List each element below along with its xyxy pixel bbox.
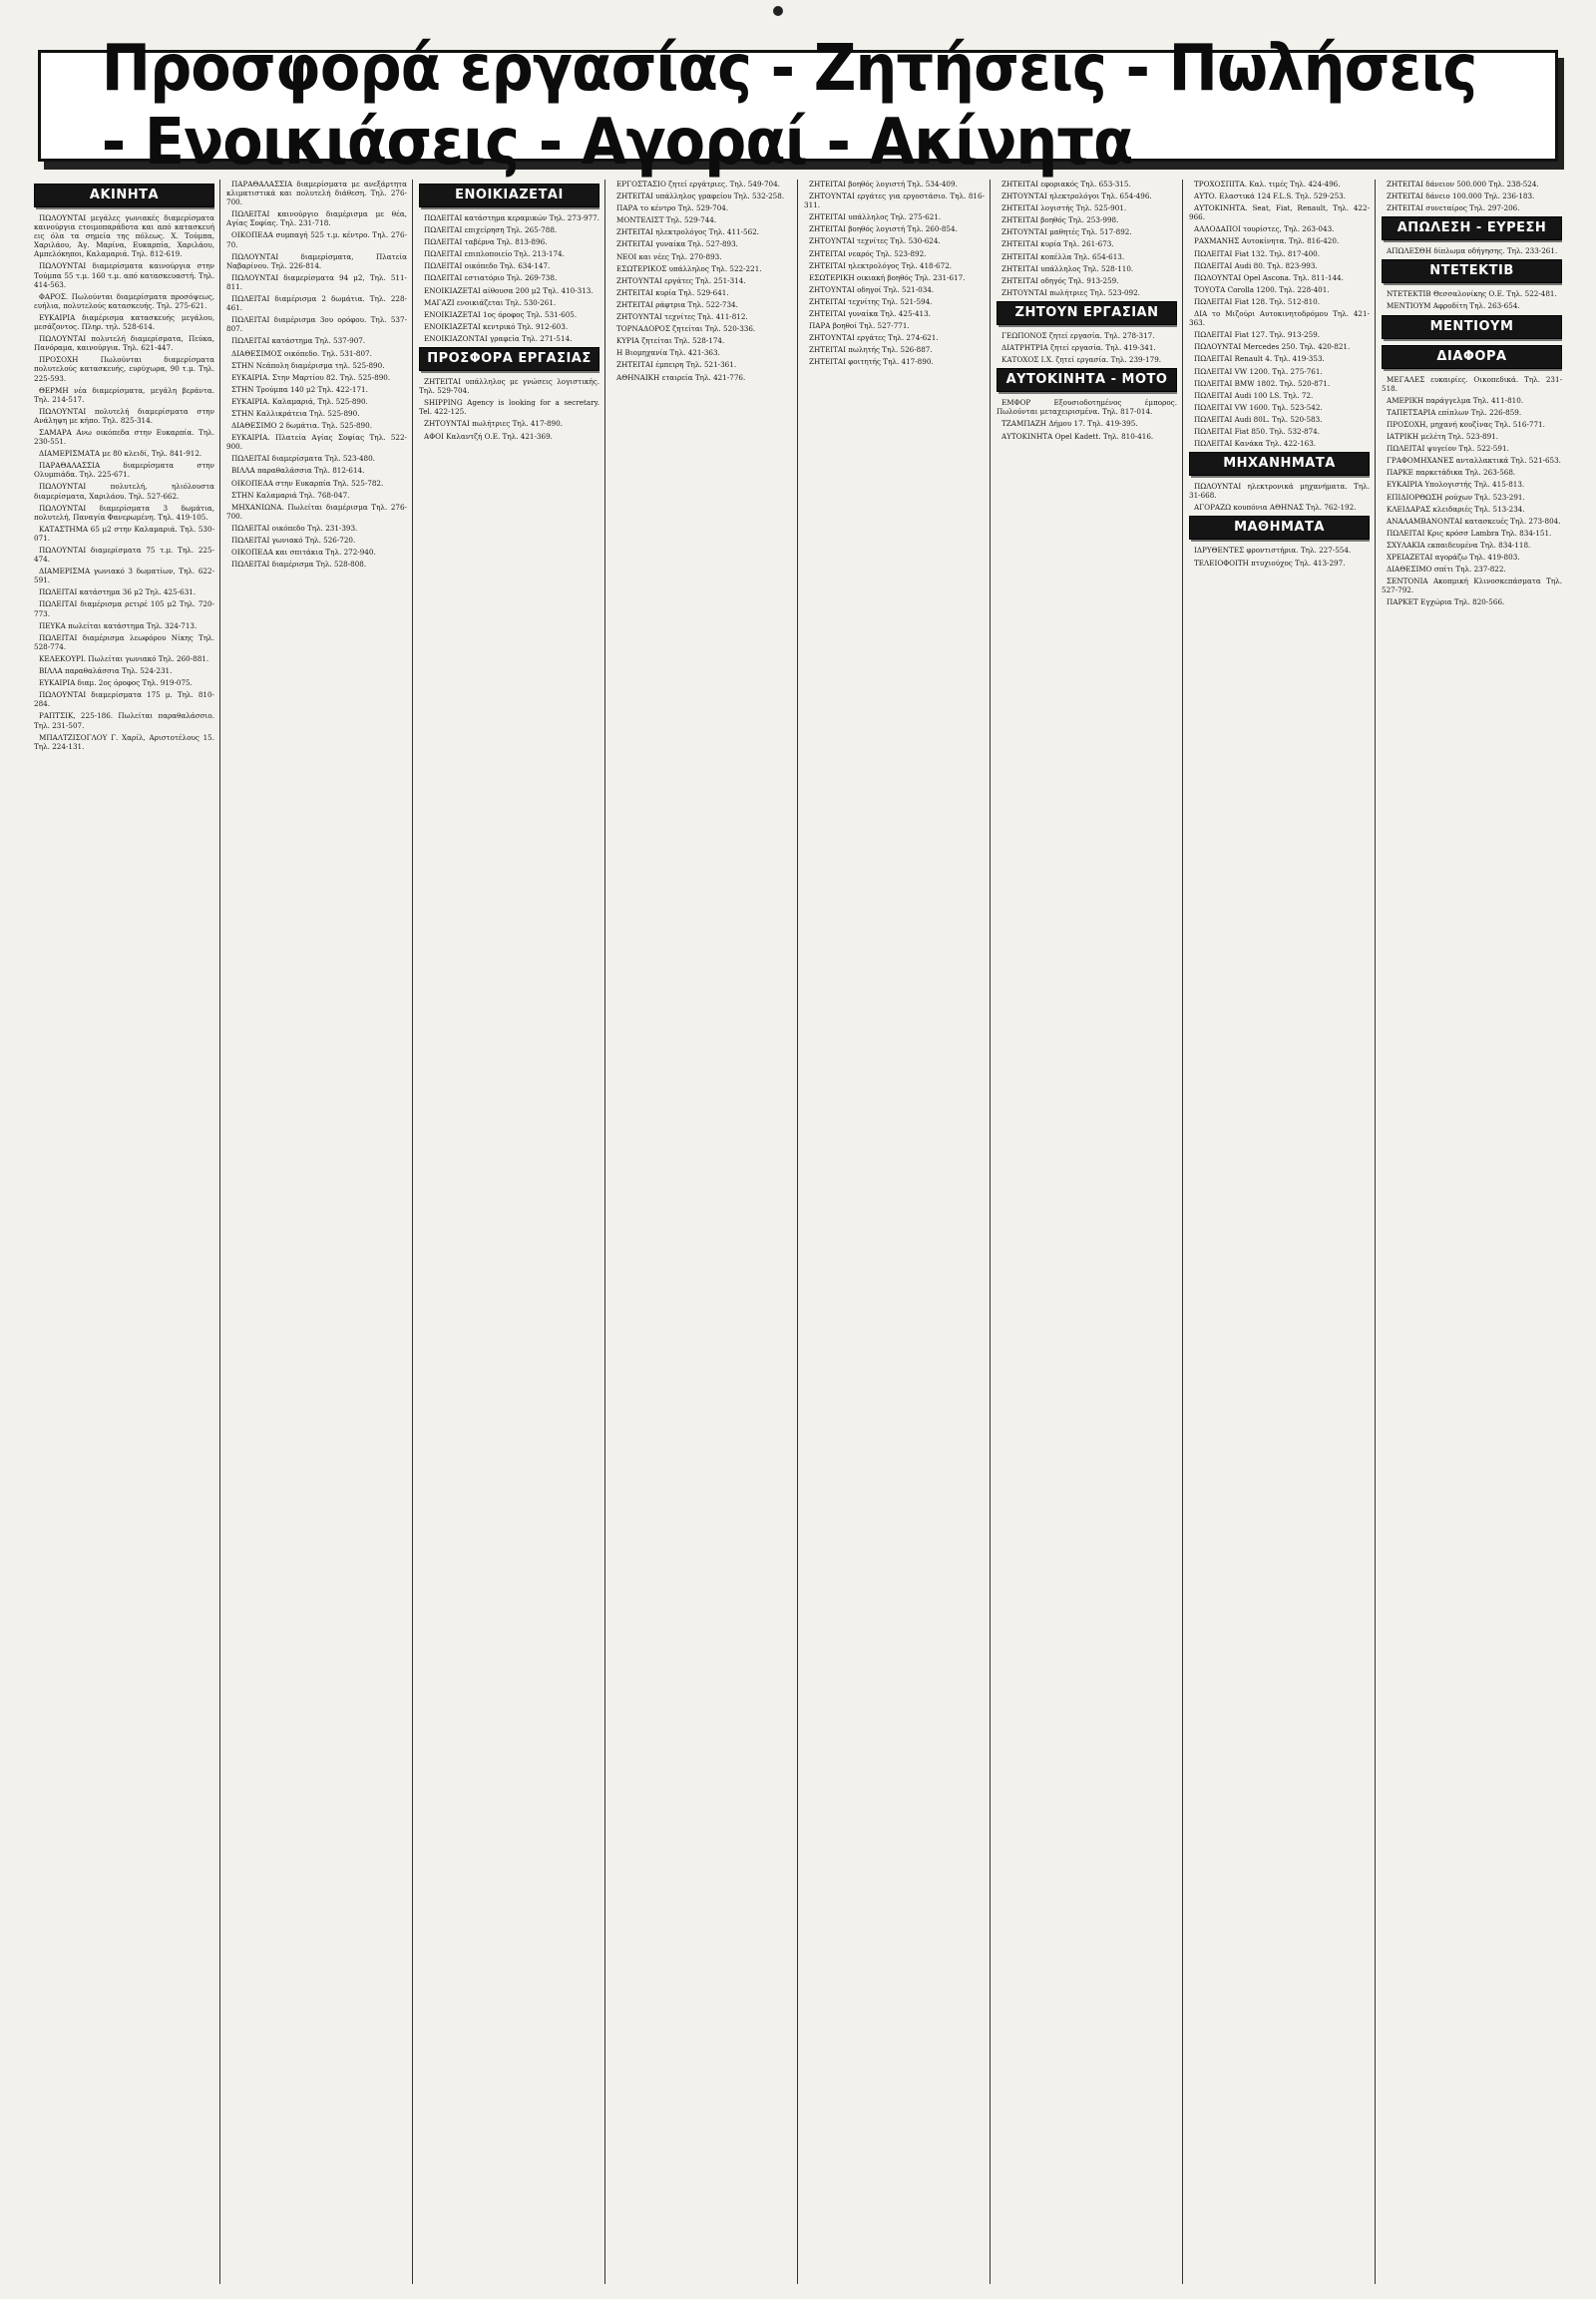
- classified-ad: ΖΗΤΕΙΤΑΙ ηλεκτρολόγος Τηλ. 411-562.: [616, 227, 760, 237]
- classified-ad: ΠΩΛΟΥΝΤΑΙ διαμερίσματα 75 τ.μ. Τηλ. 225-474.: [34, 546, 214, 565]
- classified-ad: ΔΙΑΘΕΣΙΜΟ σπίτι Τηλ. 237-822.: [1387, 565, 1506, 575]
- category-header-seeking-work: ΖΗΤΟΥΝ ΕΡΓΑΣΙΑΝ: [997, 301, 1177, 325]
- classified-ad: ΙΑΤΡΙΚΗ μελέτη Τηλ. 523-891.: [1387, 432, 1499, 442]
- classified-ad: ΑΜΕΡΙΚΗ παράγγελμα Τηλ. 411-810.: [1387, 395, 1524, 405]
- classified-ad: ΑΦΟΙ Καλαντζή Ο.Ε. Τηλ. 421-369.: [424, 431, 553, 441]
- classified-ad: ΒΙΛΛΑ παραθαλάσσια Τηλ. 812-614.: [231, 466, 365, 476]
- classified-ad: ΕΠΙΔΙΟΡΘΩΣΗ ρούχων Τηλ. 523-291.: [1387, 492, 1525, 502]
- category-header-job-offers: ΠΡΟΣΦΟΡΑ ΕΡΓΑΣΙΑΣ: [419, 347, 599, 371]
- classified-ad: ΖΗΤΕΙΤΑΙ ράφτρια Τηλ. 522-734.: [616, 299, 738, 309]
- classified-ad: ΕΥΚΑΙΡΙΑ Υπολογιστής Τηλ. 415-813.: [1387, 480, 1525, 490]
- classified-ad: ΕΥΚΑΙΡΙΑ διαμέρισμα κατασκευής μεγάλου, μεσάζοντος. Πληρ. τηλ. 528-614.: [34, 312, 214, 332]
- classified-ad: ΖΗΤΟΥΝΤΑΙ μαθητές Τηλ. 517-892.: [1001, 227, 1132, 237]
- classified-ad: ΤΕΛΕΙΟΦΟΙΤΗ πτυχιούχος Τηλ. 413-297.: [1194, 558, 1346, 568]
- classified-ad: ΠΩΛΕΙΤΑΙ κατάστημα 36 μ2 Τηλ. 425-631.: [39, 587, 197, 597]
- classified-ad: ΑΥΤΟ. Ελαστικά 124 F.L.S. Τηλ. 529-253.: [1194, 192, 1347, 201]
- ads-list: [997, 180, 1177, 297]
- classified-ad: ΠΩΛΕΙΤΑΙ διαμέρισμα 3ου ορόφου. Τηλ. 537-807.: [226, 315, 407, 334]
- classified-ad: ΖΗΤΟΥΝΤΑΙ εργάτες Τηλ. 251-314.: [616, 275, 746, 285]
- classified-ad: ΑΓΟΡΑΖΩ κουπόνια ΑΘΗΝΑΣ Τηλ. 762-192.: [1194, 503, 1357, 513]
- column-8: [1382, 180, 1562, 2284]
- classified-ad: ΡΑΠΤΣΙΚ, 225-186. Πωλείται παραθαλάσσιο. Τηλ. 231-507.: [34, 711, 214, 730]
- column-rule: [1375, 180, 1376, 2284]
- column-rule: [412, 180, 413, 2284]
- classified-ad: ΝΕΟΙ και νέες Τηλ. 270-893.: [616, 251, 722, 261]
- classified-ad: ΣΕΝΤΟΝΙΑ Ακοπμική Κλινοσκεπάσματα Τηλ. 527-792.: [1382, 576, 1562, 595]
- category-header-medium: ΜΕΝΤΙΟΥΜ: [1382, 315, 1562, 339]
- classified-ad: ΤΡΟΧΟΣΠΙΤΑ. Καλ. τιμές Τηλ. 424-496.: [1194, 180, 1341, 189]
- classified-ad: ΖΗΤΕΙΤΑΙ βοηθός λογιστή Τηλ. 260-854.: [809, 224, 958, 234]
- classified-ad: ΜΟΝΤΕΛΙΣΤ Τηλ. 529-744.: [616, 215, 717, 225]
- classified-ad: ΠΩΛΕΙΤΑΙ επιπλοποιείο Τηλ. 213-174.: [424, 249, 565, 259]
- classified-ad: ΤΟΡΝΑΔΟΡΟΣ ζητείται Τηλ. 520-336.: [616, 324, 756, 334]
- classified-ad: ΖΗΤΕΙΤΑΙ κυρία Τηλ. 529-641.: [616, 287, 729, 297]
- classified-ad: ΜΠΑΛΤΖΙΣΟΓΛΟΥ Γ. Χαρίλ, Αριστοτέλους 15. Τηλ. 224-131.: [34, 732, 214, 751]
- classified-ad: ΠΕΥΚΑ πωλείται κατάστημα Τηλ. 324-713.: [39, 620, 198, 630]
- classified-ad: ΖΗΤΕΙΤΑΙ βοηθός Τηλ. 253-998.: [1001, 215, 1119, 225]
- classified-ad: ΔΙΑΜΕΡΙΣΜΑ γωνιακό 3 δωματίων, Τηλ. 622-591.: [34, 567, 214, 585]
- classified-ad: ΙΔΡΥΘΕΝΤΕΣ φροντιστήρια. Τηλ. 227-554.: [1194, 546, 1352, 556]
- classified-ad: ΖΗΤΕΙΤΑΙ γυναίκα Τηλ. 425-413.: [809, 309, 931, 319]
- category-header-cars-moto: ΑΥΤΟΚΙΝΗΤΑ - ΜΟΤΟ: [997, 368, 1177, 392]
- classified-ad: ΜΕΓΑΛΕΣ ευκαιρίες. Οικοπεδικά. Τηλ. 231-518.: [1382, 374, 1562, 393]
- classified-ad: ΠΩΛΕΙΤΑΙ κατάστημα Τηλ. 537-907.: [231, 336, 366, 346]
- classified-ad: ΕΥΚΑΙΡΙΑ. Πλατεία Αγίας Σοφίας Τηλ. 522-900.: [226, 433, 407, 452]
- classified-ad: ΠΩΛΕΙΤΑΙ οικόπεδο Τηλ. 231-393.: [231, 523, 358, 533]
- column-1: [34, 180, 214, 2284]
- classifieds-banner: [38, 32, 1558, 180]
- classified-ad: ΠΩΛΕΙΤΑΙ οικόπεδο Τηλ. 634-147.: [424, 261, 551, 271]
- classified-ad: ΠΩΛΟΥΝΤΑΙ διαμερίσματα καινούργια στην Τούμπα 55 τ.μ. 160 τ.μ. από κατασκευαστή. Τηλ. 414-563.: [34, 261, 214, 289]
- classified-ad: ΕΝΟΙΚΙΑΖΕΤΑΙ κεντρικό Τηλ. 912-603.: [424, 321, 569, 331]
- classified-ad: ΖΗΤΕΙΤΑΙ υπάλληλος γραφείου Τηλ. 532-258.: [616, 192, 785, 201]
- classified-ad: ΜΕΝΤΙΟΥΜ Αφροδίτη Τηλ. 263-654.: [1387, 301, 1520, 311]
- ads-list: [1189, 482, 1370, 512]
- classified-ad: ΠΡΟΣΟΧΗ Πωλούνται διαμερίσματα πολυτελούς κατασκευής, ευρύχωρα, 90 τ.μ. Τηλ. 225-593.: [34, 355, 214, 383]
- classified-ad: ΑΠΩΛΕΣΘΗ δίπλωμα οδήγησης. Τηλ. 233-261.: [1387, 246, 1558, 256]
- classified-ad: ΠΑΡΚΕ παρκετάδικα Τηλ. 263-568.: [1387, 468, 1516, 478]
- classified-ad: ΠΩΛΟΥΝΤΑΙ διαμερίσματα 3 δωμάτια, πολυτελή, Παναγία Φανερωμένη. Τηλ. 419-105.: [34, 503, 214, 522]
- classified-ad: ΣΤΗΝ Τρούμπα 140 μ2 Τηλ. 422-171.: [231, 384, 368, 394]
- classified-ad: ΑΥΤΟΚΙΝΗΤΑ Opel Kadett. Τηλ. 810-416.: [1001, 431, 1154, 441]
- classified-ad: ΖΗΤΕΙΤΑΙ βοηθός λογιστή Τηλ. 534-409.: [809, 180, 958, 189]
- classified-ad: ΕΝΟΙΚΙΑΖΕΤΑΙ αίθουσα 200 μ2 Τηλ. 410-313.: [424, 285, 594, 295]
- classified-ad: ΜΗΧΑΝΙΩΝΑ. Πωλείται διαμέρισμα Τηλ. 276-700.: [226, 502, 407, 521]
- classified-ad: ΖΗΤΕΙΤΑΙ συνεταίρος Τηλ. 297-206.: [1387, 203, 1520, 213]
- ads-list: [1382, 375, 1562, 607]
- classified-ad: ΣΤΗΝ Καλαμαριά Τηλ. 768-047.: [231, 490, 350, 500]
- classified-ad: ΤΟΥΟΤΑ Corolla 1200. Τηλ. 228-401.: [1194, 284, 1330, 294]
- ads-list: [226, 180, 407, 569]
- classified-ad: ΑΥΤΟΚΙΝΗΤΑ. Seat, Fiat, Renault, Τηλ. 422-966.: [1189, 203, 1370, 222]
- classified-ad: ΠΩΛΕΙΤΑΙ Fiat 128. Τηλ. 512-810.: [1194, 296, 1321, 306]
- classified-ad: ΖΗΤΕΙΤΑΙ κοπέλλα Τηλ. 654-613.: [1001, 251, 1125, 261]
- classified-ad: ΚΛΕΙΔΑΡΑΣ κλειδαριές Τηλ. 513-234.: [1387, 504, 1525, 514]
- classified-ad: ΠΩΛΕΙΤΑΙ Audi 80L. Τηλ. 520-583.: [1194, 414, 1323, 424]
- classified-ad: ΔΙΑ το Μιζούρι Αυτοκινητοδρόμου Τηλ. 421-363.: [1189, 309, 1370, 328]
- ads-list: [997, 331, 1177, 364]
- classified-ad: ΠΩΛΕΙΤΑΙ Audi 100 LS. Τηλ. 72.: [1194, 390, 1314, 400]
- ads-list: [34, 213, 214, 751]
- classified-ad: ΖΗΤΕΙΤΑΙ οδηγός Τηλ. 913-259.: [1001, 275, 1119, 285]
- classified-ad: ΓΕΩΠΟΝΟΣ ζητεί εργασία. Τηλ. 278-317.: [1001, 330, 1155, 340]
- punch-hole-mark: [773, 6, 783, 16]
- classified-ad: ΕΡΓΟΣΤΑΣΙΟ ζητεί εργάτριες. Τηλ. 549-704.: [616, 180, 780, 189]
- classified-ad: ΤΑΠΕΤΣΑΡΙΑ επίπλων Τηλ. 226-859.: [1387, 407, 1522, 417]
- classified-ad: ΒΙΛΛΑ παραθαλάσσια Τηλ. 524-231.: [39, 666, 173, 676]
- classified-ad: ΠΩΛΟΥΝΤΑΙ πολυτελή, ηλιόλουστα διαμερίσματα, Χαριλάου. Τηλ. 527-662.: [34, 482, 214, 501]
- classified-ad: ΕΝΟΙΚΙΑΖΟΝΤΑΙ γραφεία Τηλ. 271-514.: [424, 333, 573, 343]
- category-header-detective: ΝΤΕΤΕΚΤΙΒ: [1382, 259, 1562, 283]
- classified-ad: ΟΙΚΟΠΕΔΑ συμπαγή 525 τ.μ. κέντρο. Τηλ. 276-70.: [226, 230, 407, 249]
- classified-ad: ΠΩΛΕΙΤΑΙ Κρις κρόσσ Lambra Τηλ. 834-151.: [1387, 528, 1552, 538]
- classified-ad: ΖΗΤΟΥΝΤΑΙ εργάτες Τηλ. 274-621.: [809, 333, 939, 343]
- classified-ad: ΠΡΟΣΟΧΗ, μηχανή κουζίνας Τηλ. 516-771.: [1387, 419, 1545, 429]
- classified-ad: ΜΑΓΑΖΙ ενοικιάζεται Τηλ. 530-261.: [424, 297, 557, 307]
- classified-ad: ΔΙΑΜΕΡΙΣΜΑΤΑ με 80 κλειδί, Τηλ. 841-912.: [39, 449, 202, 459]
- column-2: [226, 180, 407, 2284]
- classified-ad: ΡΑΧΜΑΝΗΣ Αυτοκίνητα. Τηλ. 816-420.: [1194, 236, 1340, 246]
- classified-ad: ΖΗΤΟΥΝΤΑΙ οδηγοί Τηλ. 521-034.: [809, 284, 935, 294]
- classified-ad: ΑΛΛΟΔΑΠΟΙ τουρίστες, Τηλ. 263-043.: [1194, 224, 1335, 234]
- classified-ad: Η Βιομηχανία Τηλ. 421-363.: [616, 348, 720, 358]
- classified-ad: ΠΩΛΕΙΤΑΙ Fiat 127. Τηλ. 913-259.: [1194, 330, 1321, 340]
- classified-ad: ΚΕΛΕΚΟΥΡΙ. Πωλείται γωνιακό Τηλ. 260-881.: [39, 653, 209, 663]
- classified-ad: ΠΑΡΑΘΑΛΑΣΣΙΑ διαμερίσματα με ανεξάρτητα κλιματιστικά και πολυτελή διάθεση. Τηλ. 276-700.: [226, 180, 407, 207]
- ads-list: [419, 213, 599, 343]
- classified-ad: ΓΡΑΦΟΜΗΧΑΝΕΣ ανταλλακτικά Τηλ. 521-653.: [1387, 456, 1561, 466]
- classified-ad: ΚΑΤΑΣΤΗΜΑ 65 μ2 στην Καλαμαριά. Τηλ. 530-071.: [34, 524, 214, 543]
- column-rule: [219, 180, 220, 2284]
- classified-ad: ΠΩΛΟΥΝΤΑΙ μεγάλες γωνιακές διαμερίσματα καινούργια ετοιμοπαράδοτα και από κατασκευή εις όλα τα σημεία της πόλεως. Χ. Τούμπα, Χαριλάου, Άγ. Μαρίνα, Ευκαρπία, Χαριλάου, Αμπελόκηποι, Καλαμαριά. Τηλ. 812-619.: [34, 213, 214, 259]
- classifieds-columns: [30, 180, 1568, 2284]
- classified-ad: ΠΩΛΕΙΤΑΙ Fiat 850. Τηλ. 532-874.: [1194, 426, 1321, 436]
- classified-ad: ΠΩΛΟΥΝΤΑΙ Mercedes 250. Τηλ. 420-821.: [1194, 342, 1351, 352]
- classified-ad: ΠΩΛΟΥΝΤΑΙ ηλεκτρονικά μηχανήματα. Τηλ. 31-668.: [1189, 482, 1370, 501]
- classified-ad: ΠΩΛΕΙΤΑΙ BMW 1802. Τηλ. 520-871.: [1194, 378, 1331, 388]
- classified-ad: ΠΩΛΕΙΤΑΙ διαμερίσματα Τηλ. 523-480.: [231, 454, 375, 464]
- classified-ad: ΠΩΛΕΙΤΑΙ διαμέρισμα Τηλ. 528-808.: [231, 560, 367, 570]
- classified-ad: ΤΖΑΜΠΑΖΗ Δήμου 17. Τηλ. 419-395.: [1001, 419, 1138, 429]
- ads-list: [1382, 246, 1562, 255]
- classified-ad: ΖΗΤΕΙΤΑΙ έμπειρη Τηλ. 521-361.: [616, 360, 737, 370]
- classified-ad: ΦΑΡΟΣ. Πωλούνται διαμερίσματα προσόψεως, ευήλια, πολυτελούς κατασκευής. Τηλ. 275-621.: [34, 291, 214, 310]
- classified-ad: ΠΩΛΕΙΤΑΙ Renault 4. Τηλ. 419-353.: [1194, 354, 1325, 364]
- classified-ad: ΠΑΡΑΘΑΛΑΣΣΙΑ διαμερίσματα στην Ολυμπιάδα. Τηλ. 225-671.: [34, 461, 214, 480]
- category-header-misc: ΔΙΑΦΟΡΑ: [1382, 345, 1562, 369]
- classified-ad: ΠΩΛΕΙΤΑΙ κατάστημα κεραμικών Τηλ. 273-977.: [424, 213, 599, 222]
- ads-list: [997, 398, 1177, 440]
- classified-ad: ΖΗΤΕΙΤΑΙ λογιστής Τηλ. 525-901.: [1001, 203, 1127, 213]
- classified-ad: ΠΩΛΕΙΤΑΙ καινούργιο διαμέρισμα με θέα, Αγίας Σοφίας. Τηλ. 231-718.: [226, 209, 407, 228]
- classified-ad: ΖΗΤΕΙΤΑΙ δάνειο 100.000 Τηλ. 236-183.: [1387, 192, 1535, 201]
- classified-ad: ΠΩΛΕΙΤΑΙ Audi 80. Τηλ. 823-993.: [1194, 260, 1318, 270]
- classified-ad: ΔΙΑΘΕΣΙΜΟΣ οικόπεδο. Τηλ. 531-807.: [231, 348, 372, 358]
- classified-ad: ΖΗΤΕΙΤΑΙ υπάλληλος Τηλ. 528-110.: [1001, 263, 1134, 273]
- column-7: [1189, 180, 1370, 2284]
- classified-ad: ΠΩΛΟΥΝΤΑΙ διαμερίσματα, Πλατεία Ναβαρίνου. Τηλ. 226-814.: [226, 251, 407, 270]
- classified-ad: ΚΑΤΟΧΟΣ Ι.Χ. ζητεί εργασία. Τηλ. 239-179.: [1001, 355, 1162, 365]
- classified-ad: ΖΗΤΕΙΤΑΙ δάνειον 500.000 Τηλ. 238-524.: [1387, 180, 1539, 189]
- classified-ad: ΠΩΛΕΙΤΑΙ Fiat 132. Τηλ. 817-400.: [1194, 248, 1321, 258]
- ads-list: [611, 180, 792, 382]
- column-4: [611, 180, 792, 2284]
- classified-ad: ΕΣΩΤΕΡΙΚΗ οικιακή βοηθός Τηλ. 231-617.: [809, 272, 966, 282]
- classified-ad: SHIPPING Agency is looking for a secretary. Tel. 422-125.: [419, 398, 599, 417]
- classified-ad: ΖΗΤΕΙΤΑΙ γυναίκα Τηλ. 527-893.: [616, 239, 738, 249]
- classified-ad: ΣΤΗΝ Νεάπολη διαμέρισμα τηλ. 525-890.: [231, 360, 385, 370]
- classified-ad: ΠΩΛΕΙΤΑΙ διαμέρισμα ρετιρέ 105 μ2 Τηλ. 720-773.: [34, 599, 214, 618]
- classified-ad: ΠΑΡΑ το κέντρο Τηλ. 529-704.: [616, 203, 729, 213]
- classified-ad: ΖΗΤΟΥΝΤΑΙ πωλήτριες Τηλ. 417-890.: [424, 419, 563, 429]
- classified-ad: ΣΧΥΛΑΚΙΑ εκπαιδευμένα Τηλ. 834-118.: [1387, 540, 1531, 550]
- column-rule: [797, 180, 798, 2284]
- classified-ad: ΑΘΗΝΑΙΚΗ εταιρεία Τηλ. 421-776.: [616, 372, 746, 382]
- column-5: [804, 180, 985, 2284]
- category-header-for-rent: ΕΝΟΙΚΙΑΖΕΤΑΙ: [419, 184, 599, 207]
- classified-ad: ΘΕΡΜΗ νέα διαμερίσματα, μεγάλη βεράντα. Τηλ. 214-517.: [34, 385, 214, 404]
- ads-list: [1382, 289, 1562, 310]
- classified-ad: ΝΤΕΤΕΚΤΙΒ Θεσσαλονίκης Ο.Ε. Τηλ. 522-481.: [1387, 289, 1557, 299]
- classified-ad: ΖΗΤΟΥΝΤΑΙ τεχνίτες Τηλ. 530-624.: [809, 236, 941, 246]
- classified-ad: ΖΗΤΕΙΤΑΙ υπάλληλος Τηλ. 275-621.: [809, 212, 942, 222]
- ads-list: [1189, 546, 1370, 567]
- ads-list: [1382, 180, 1562, 212]
- classified-ad: ΕΣΩΤΕΡΙΚΟΣ υπάλληλος Τηλ. 522-221.: [616, 263, 762, 273]
- classified-ad: ΖΗΤΕΙΤΑΙ φοιτητής Τηλ. 417-890.: [809, 357, 934, 367]
- classified-ad: ΠΩΛΕΙΤΑΙ διαμέρισμα 2 δωμάτια. Τηλ. 228-461.: [226, 294, 407, 313]
- category-header-real-estate: ΑΚΙΝΗΤΑ: [34, 184, 214, 207]
- classified-ad: ΠΩΛΕΙΤΑΙ ταβέρνα Τηλ. 813-896.: [424, 237, 548, 247]
- category-header-lost-found: ΑΠΩΛΕΣΗ - ΕΥΡΕΣΗ: [1382, 216, 1562, 240]
- classified-ad: ΠΩΛΕΙΤΑΙ ψυγείον Τηλ. 522-591.: [1387, 444, 1509, 454]
- classified-ad: ΧΡΕΙΑΖΕΤΑΙ αγοράζω Τηλ. 419-803.: [1387, 552, 1520, 562]
- classified-ad: ΕΥΚΑΙΡΙΑ. Στην Μαρτίου 82. Τηλ. 525-890.: [231, 372, 391, 382]
- classified-ad: ΑΝΑΛΑΜΒΑΝΟΝΤΑΙ κατασκευές Τηλ. 273-804.: [1387, 516, 1561, 526]
- classified-ad: ΠΩΛΕΙΤΑΙ εστιατόριο Τηλ. 269-738.: [424, 273, 558, 283]
- column-rule: [1182, 180, 1183, 2284]
- classified-ad: ΔΙΑΤΡΗΤΡΙΑ ζητεί εργασία. Τηλ. 419-341.: [1001, 343, 1156, 353]
- classified-ad: ΠΑΡΚΕΤ Εγχώρια Τηλ. 820-566.: [1387, 597, 1505, 607]
- classified-ad: ΖΗΤΕΙΤΑΙ υπάλληλος με γνώσεις λογιστικής. Τηλ. 529-704.: [419, 377, 599, 396]
- classified-ad: ΕΥΚΑΙΡΙΑ. Καλαμαριά, Τηλ. 525-890.: [231, 396, 368, 406]
- classified-ad: ΖΗΤΕΙΤΑΙ κυρία Τηλ. 261-673.: [1001, 239, 1114, 249]
- banner-title: Προσφορά εργασίας - Ζητήσεις - Πωλήσεις - Ενοικιάσεις - Αγοραί - Ακίνητα: [101, 32, 1477, 180]
- classified-ad: ΖΗΤΟΥΝΤΑΙ πωλήτριες Τηλ. 523-092.: [1001, 287, 1140, 297]
- column-3: [419, 180, 599, 2284]
- classified-ad: ΟΙΚΟΠΕΔΑ και σπιτάκια Τηλ. 272-940.: [231, 548, 376, 558]
- ads-list: [419, 377, 599, 441]
- classified-ad: ΕΝΟΙΚΙΑΖΕΤΑΙ 1ος όροφος Τηλ. 531-605.: [424, 309, 578, 319]
- column-6: [997, 180, 1177, 2284]
- ads-list: [1189, 180, 1370, 448]
- classified-ad: ΖΗΤΕΙΤΑΙ πωλητής Τηλ. 526-887.: [809, 345, 933, 355]
- classified-ad: ΠΑΡΑ βοηθοί Τηλ. 527-771.: [809, 321, 910, 331]
- classified-ad: ΔΙΑΘΕΣΙΜΟ 2 δωμάτια. Τηλ. 525-890.: [231, 421, 372, 431]
- ads-list: [804, 180, 985, 367]
- classified-ad: ΠΩΛΕΙΤΑΙ Κανάκα Τηλ. 422-163.: [1194, 439, 1317, 449]
- classified-ad: ΖΗΤΟΥΝΤΑΙ τεχνίτες Τηλ. 411-812.: [616, 312, 748, 322]
- classified-ad: ΠΩΛΕΙΤΑΙ διαμέρισμα λεωφόρου Νίκης Τηλ. 528-774.: [34, 632, 214, 651]
- classified-ad: ΠΩΛΟΥΝΤΑΙ πολυτελή διαμερίσματα, Πεύκα, Πανόραμα, καινούργια. Τηλ. 621-447.: [34, 334, 214, 353]
- classified-ad: ΠΩΛΕΙΤΑΙ VW 1200. Τηλ. 275-761.: [1194, 366, 1323, 376]
- classified-ad: ΕΜΦΟΡ Εξουσιοδοτημένος έμπορος. Πωλούνται μεταχειρισμένα. Τηλ. 817-014.: [997, 398, 1177, 417]
- classified-ad: ΣΑΜΑΡΑ Ανω οικόπεδα στην Ευκαρπία. Τηλ. 230-551.: [34, 427, 214, 447]
- classified-ad: ΠΩΛΟΥΝΤΑΙ διαμερίσματα 94 μ2, Τηλ. 511-811.: [226, 272, 407, 291]
- classified-ad: ΟΙΚΟΠΕΔΑ στην Ευκαρπία Τηλ. 525-782.: [231, 478, 384, 488]
- classified-ad: ΕΥΚΑΙΡΙΑ διαμ. 2ος όροφος Τηλ. 919-075.: [39, 678, 193, 688]
- column-rule: [604, 180, 605, 2284]
- category-header-machinery: ΜΗΧΑΝΗΜΑΤΑ: [1189, 452, 1370, 476]
- classified-ad: ΖΗΤΕΙΤΑΙ εφοριακός Τηλ. 653-315.: [1001, 180, 1131, 189]
- category-header-lessons: ΜΑΘΗΜΑΤΑ: [1189, 516, 1370, 540]
- classified-ad: ΖΗΤΕΙΤΑΙ ηλεκτρολόγος Τηλ. 418-672.: [809, 260, 953, 270]
- classified-ad: ΖΗΤΟΥΝΤΑΙ εργάτες για εργοστάσιο. Τηλ. 816-311.: [804, 192, 985, 210]
- classified-ad: ΠΩΛΕΙΤΑΙ επιχείρηση Τηλ. 265-788.: [424, 225, 558, 235]
- classified-ad: ΣΤΗΝ Καλλικράτεια Τηλ. 525-890.: [231, 408, 360, 418]
- classified-ad: ΠΩΛΕΙΤΑΙ VW 1600. Τηλ. 523-542.: [1194, 402, 1323, 412]
- classified-ad: ΠΩΛΕΙΤΑΙ γωνιακό Τηλ. 526-720.: [231, 536, 356, 545]
- column-rule: [990, 180, 991, 2284]
- classified-ad: ΠΩΛΟΥΝΤΑΙ διαμερίσματα 175 μ. Τηλ. 810-284.: [34, 690, 214, 709]
- classified-ad: ΖΗΤΟΥΝΤΑΙ ηλεκτρολόγοι Τηλ. 654-496.: [1001, 192, 1152, 201]
- classified-ad: ΖΗΤΕΙΤΑΙ νεαρός Τηλ. 523-892.: [809, 248, 927, 258]
- classified-ad: ΠΩΛΟΥΝΤΑΙ Opel Ascona. Τηλ. 811-144.: [1194, 272, 1344, 282]
- classified-ad: ΠΩΛΟΥΝΤΑΙ πολυτελή διαμερίσματα στην Ανάληψη με κήπο. Τηλ. 825-314.: [34, 406, 214, 425]
- classified-ad: ΚΥΡΙΑ ζητείται Τηλ. 528-174.: [616, 336, 725, 346]
- classified-ad: ΖΗΤΕΙΤΑΙ τεχνίτης Τηλ. 521-594.: [809, 296, 933, 306]
